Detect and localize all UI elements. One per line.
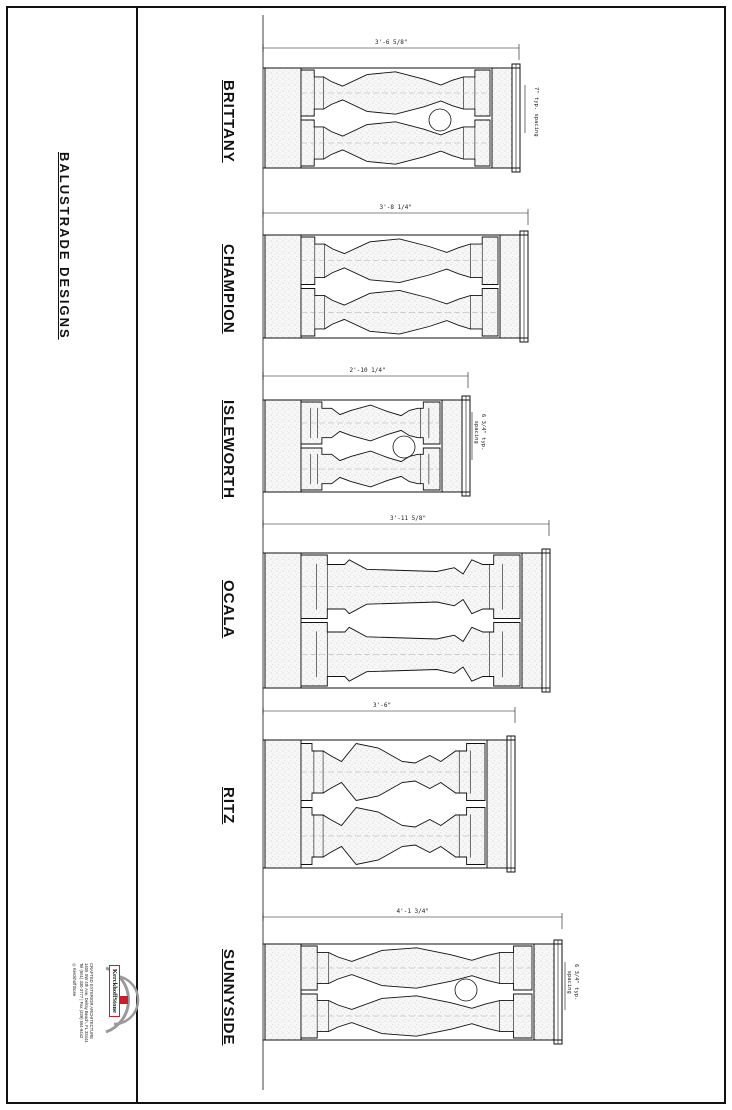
top-rail <box>522 553 542 688</box>
top-rail <box>500 235 520 338</box>
design-name: RITZ <box>220 787 237 825</box>
overall-dimension: 4'-1 3/4" <box>396 908 430 915</box>
design-name: CHAMPION <box>220 244 237 334</box>
dimension-line <box>263 209 528 225</box>
bottom-rail <box>265 400 301 492</box>
overall-dimension: 3'-11 5/8" <box>390 515 427 522</box>
spacing-note <box>532 87 539 137</box>
logo-address: 1405 SW 4th Ave, Delray Beach, FL 33444 <box>84 963 89 1043</box>
logo-phone: Tel (561) 330-3777 | Fax (239) 564-9442 <box>79 963 84 1039</box>
top-rail <box>534 944 554 1040</box>
overall-dimension: 3'-6 5/8" <box>375 39 408 46</box>
dimension-line <box>263 372 468 388</box>
top-rail <box>487 740 507 868</box>
spacing-circle <box>393 436 415 458</box>
baluster <box>301 994 532 1038</box>
top-rail <box>442 400 462 492</box>
logo-tagline: CRAFTED EXTERIOR ARCHITECTURE <box>89 963 94 1040</box>
balustrade-elevation-sunnyside <box>263 913 565 1044</box>
bottom-rail <box>265 68 301 168</box>
bottom-rail <box>265 235 301 338</box>
baluster <box>301 946 532 990</box>
bottom-rail <box>265 740 301 868</box>
spacing-circle <box>429 109 451 131</box>
company-logo <box>28 955 128 1050</box>
bottom-rail <box>265 944 301 1040</box>
sheet-title: BALUSTRADE DESIGNS <box>57 152 72 340</box>
dimension-line <box>263 913 562 929</box>
spacing-note <box>565 964 579 1000</box>
logo-arc-icon <box>100 960 140 1040</box>
dimension-line <box>263 44 519 60</box>
spacing-note-line: spacing <box>473 420 479 444</box>
balustrade-elevation-champion <box>263 209 528 342</box>
sheet-border <box>7 7 725 1103</box>
logo-handle: KerckhoffStone <box>72 967 77 997</box>
bottom-rail <box>265 553 301 688</box>
overall-dimension: 3'-6" <box>373 702 392 709</box>
spacing-note-line: 7" typ. spacing <box>533 87 539 137</box>
balustrade-elevation-ocala <box>263 520 550 692</box>
spacing-note-line: 6 3/4" typ. <box>480 414 486 451</box>
design-name: SUNNYSIDE <box>220 949 237 1046</box>
instagram-icon: ◎ <box>72 963 77 967</box>
overall-dimension: 2'-10 1/4" <box>349 367 386 374</box>
balustrade-elevation-ritz <box>263 707 515 872</box>
dimension-line <box>263 520 549 536</box>
logo-brand: KerckhoffStone <box>109 965 120 1017</box>
design-name: OCALA <box>220 580 237 639</box>
balustrade-elevation-brittany <box>263 44 525 172</box>
spacing-circle <box>455 979 477 1001</box>
spacing-note <box>472 414 486 450</box>
spacing-note-line: 6 3/4" typ. <box>573 964 579 1001</box>
design-name: BRITTANY <box>220 80 237 163</box>
design-name: ISLEWORTH <box>220 400 237 499</box>
top-rail <box>492 68 512 168</box>
dimension-line <box>263 707 515 723</box>
balustrade-elevation-isleworth <box>263 372 472 496</box>
spacing-note-line: spacing <box>566 970 572 994</box>
overall-dimension: 3'-8 1/4" <box>379 204 413 211</box>
